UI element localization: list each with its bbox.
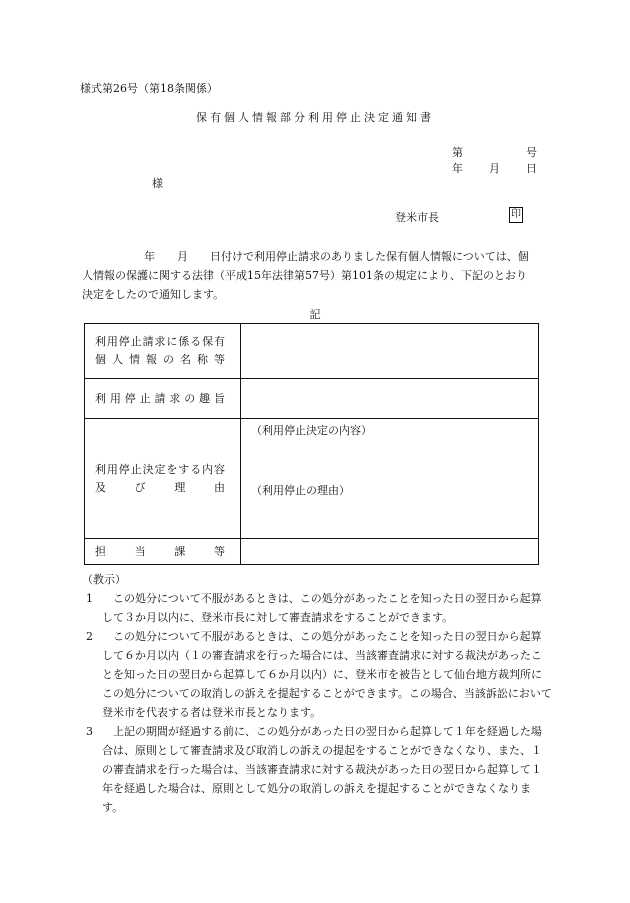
table-value-cell (241, 379, 539, 419)
notice-body (82, 247, 548, 304)
date-year: 年 (452, 162, 463, 175)
decision-content-label: （利用停止決定の内容） (251, 424, 372, 437)
notes-header: （教示） (82, 573, 126, 586)
notice-body-line: 人情報の保護に関する法律（平成15年法律第57号）第101条の規定により、下記のとおり (82, 269, 527, 282)
table-label: 個人情報の名称等 (95, 353, 225, 366)
note-number: 2 (86, 630, 93, 643)
table-label-cell (85, 539, 241, 565)
note-item (82, 722, 552, 817)
table-value-cell (241, 419, 539, 539)
table-label: 利用停止請求の趣旨 (95, 391, 225, 405)
table-label: 利用停止決定をする内容 (95, 462, 225, 476)
table-value-cell (241, 539, 539, 565)
number-prefix: 第 (452, 146, 463, 159)
note-item (82, 589, 552, 627)
table-row (85, 539, 539, 565)
table-row (85, 324, 539, 379)
form-number: 様式第26号（第18条関係） (80, 82, 218, 95)
note-number: 3 (86, 725, 93, 738)
decision-reason-label: （利用停止の理由） (251, 484, 350, 497)
seal-mark: 印 (509, 207, 523, 223)
table-label: 担当課等 (95, 544, 225, 558)
ki-heading: 記 (309, 308, 321, 321)
date-day: 日 (526, 162, 537, 175)
addressee-suffix: 様 (152, 177, 163, 190)
note-number: 1 (86, 592, 93, 605)
date-month: 月 (489, 162, 500, 175)
instruction-notes (82, 570, 552, 817)
number-suffix: 号 (526, 146, 537, 159)
notice-body-line: 年 月 日付けで利用停止請求のありました保有個人情報については、個 (144, 250, 529, 263)
issuer-name: 登米市長 (395, 211, 439, 224)
table-value-cell (241, 324, 539, 379)
notice-body-line: 決定をしたので通知します。 (82, 288, 225, 301)
table-label-cell (85, 379, 241, 419)
note-text: この処分について不服があるときは、この処分があったことを知った日の翌日から起算して６か月以内（１の審査請求を行った場合には、当該審査請求に対する裁決があったことを知った日の翌日から起算して６か月以内）に、登米市を被告として仙台地方裁判所にこの処分についての取消しの訴えを提起することができます。この場合、当該訴訟において登米市を代表する者は登米市長となります。 (102, 630, 552, 719)
table-label-cell (85, 324, 241, 379)
document-title: 保有個人情報部分利用停止決定通知書 (196, 111, 434, 124)
table-row (85, 379, 539, 419)
table-label: 利用停止請求に係る保有 (95, 335, 225, 348)
table-label: 及び理由 (95, 480, 225, 494)
table-label-cell (85, 419, 241, 539)
details-table (84, 323, 539, 565)
note-text: 上記の期間が経過する前に、この処分があった日の翌日から起算して１年を経過した場合は、原則として審査請求及び取消しの訴えの提起をすることができなくなり、また、１の審査請求を行った場合は、当該審査請求に対する裁決があった日の翌日から起算して１年を経過した場合は、原則として処分の取消しの訴えを提起することができなくなります。 (102, 725, 542, 814)
note-item (82, 627, 552, 722)
table-row (85, 419, 539, 539)
note-text: この処分について不服があるときは、この処分があったことを知った日の翌日から起算して３か月以内に、登米市長に対して審査請求をすることができます。 (102, 592, 542, 624)
